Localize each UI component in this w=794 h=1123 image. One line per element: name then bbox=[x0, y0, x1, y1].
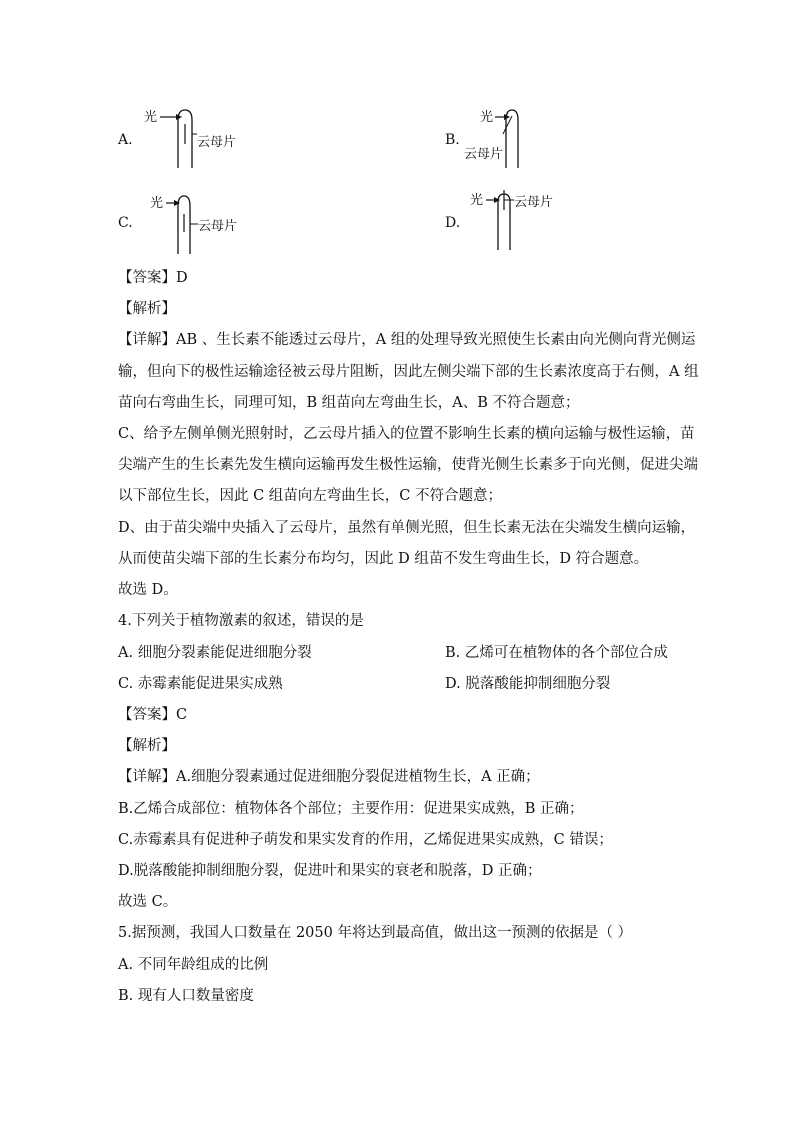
q5-option-a: A. 不同年龄组成的比例 bbox=[118, 957, 269, 973]
figure-c-label: C. bbox=[118, 215, 133, 231]
q4-option-c: C. 赤霉素能促进果实成熟 bbox=[118, 676, 283, 692]
q3-analysis-line: 尖端产生的生长素先发生横向运输再发生极性运输，使背光侧生长素多于向光侧，促进尖端 bbox=[118, 457, 698, 473]
figure-c-light-label: 光 bbox=[150, 196, 164, 211]
figure-b-mica-label: 云母片 bbox=[464, 147, 504, 162]
q4-analysis-line: 【详解】A.细胞分裂素通过促进细胞分裂促进植物生长，A 正确； bbox=[118, 769, 540, 785]
q5-stem: 5.据预测，我国人口数量在 2050 年将达到最高值，做出这一预测的依据是（ ） bbox=[118, 925, 633, 941]
figure-b-diagram bbox=[462, 104, 592, 170]
q3-analysis-line: 【详解】AB 、生长素不能透过云母片，A 组的处理导致光照使生长素由向光侧向背光侧运 bbox=[118, 332, 696, 348]
q3-analysis-line: 输，但向下的极性运输途径被云母片阻断，因此左侧尖端下部的生长素浓度高于右侧，A 组 bbox=[118, 364, 699, 380]
q3-analysis-line: 以下部位生长，因此 C 组苗向左弯曲生长，C 不符合题意； bbox=[118, 488, 503, 504]
q3-analysis-line: D、由于苗尖端中央插入了云母片，虽然有单侧光照，但生长素无法在尖端发生横向运输， bbox=[118, 520, 696, 536]
figure-d-label: D. bbox=[445, 215, 461, 231]
q3-analysis-heading: 【解析】 bbox=[118, 301, 176, 317]
q4-analysis-line: B.乙烯合成部位：植物体各个部位；主要作用：促进果实成熟，B 正确； bbox=[118, 801, 584, 817]
figure-b-label: B. bbox=[445, 132, 460, 148]
q5-option-b: B. 现有人口数量密度 bbox=[118, 988, 254, 1004]
figure-a-mica-label: 云母片 bbox=[197, 135, 237, 150]
figure-d-light-label: 光 bbox=[470, 193, 484, 208]
q3-analysis-line: C、给予左侧单侧光照射时，乙云母片插入的位置不影响生长素的横向运输与极性运输，苗 bbox=[118, 426, 695, 442]
q4-option-b: B. 乙烯可在植物体的各个部位合成 bbox=[445, 645, 668, 661]
q3-answer: 【答案】D bbox=[118, 270, 188, 286]
q4-option-d: D. 脱落酸能抑制细胞分裂 bbox=[445, 676, 611, 692]
figure-b-light-label: 光 bbox=[480, 110, 494, 125]
seedling bbox=[506, 110, 518, 168]
figure-a-label: A. bbox=[118, 132, 133, 148]
q4-analysis-heading: 【解析】 bbox=[118, 738, 176, 754]
figure-a-diagram bbox=[140, 104, 280, 170]
q4-answer: 【答案】C bbox=[118, 707, 188, 723]
figure-d-mica-label: 云母片 bbox=[514, 195, 554, 210]
figure-a-light-label: 光 bbox=[144, 110, 158, 125]
figure-d-diagram bbox=[468, 186, 598, 252]
figure-c-diagram bbox=[148, 190, 278, 256]
q3-conclusion: 故选 D。 bbox=[118, 582, 178, 598]
q4-analysis-line: D.脱落酸能抑制细胞分裂，促进叶和果实的衰老和脱落，D 正确； bbox=[118, 863, 542, 879]
figure-c-mica-label: 云母片 bbox=[198, 219, 238, 234]
q4-stem: 4.下列关于植物激素的叙述，错误的是 bbox=[118, 613, 364, 629]
q4-conclusion: 故选 C。 bbox=[118, 894, 178, 910]
q3-analysis-line: 苗向右弯曲生长，同理可知，B 组苗向左弯曲生长，A、B 不符合题意； bbox=[118, 395, 580, 411]
q4-analysis-line: C.赤霉素具有促进种子萌发和果实发育的作用，乙烯促进果实成熟，C 错误； bbox=[118, 832, 613, 848]
q3-analysis-line: 从而使苗尖端下部的生长素分布均匀，因此 D 组苗不发生弯曲生长，D 符合题意。 bbox=[118, 551, 649, 567]
q4-option-a: A. 细胞分裂素能促进细胞分裂 bbox=[118, 645, 312, 661]
